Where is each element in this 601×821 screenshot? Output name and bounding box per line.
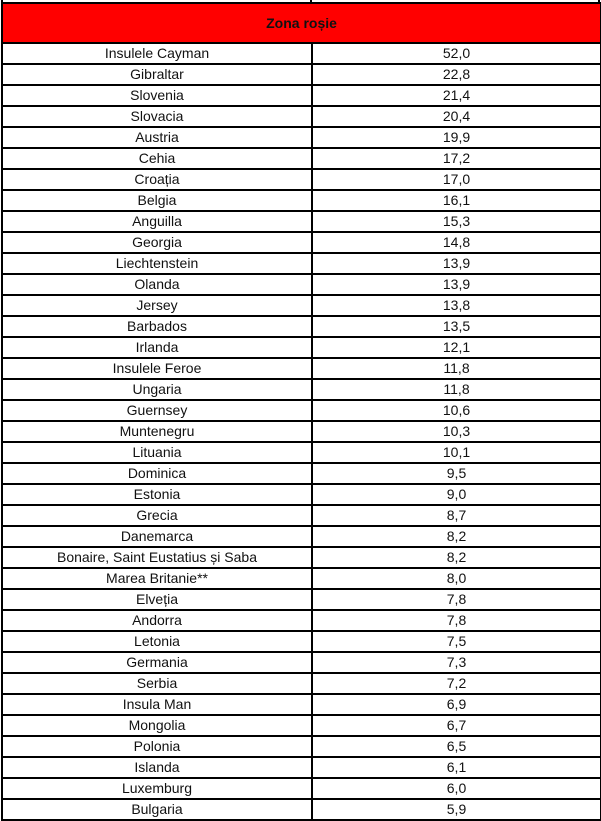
table-row <box>2 673 601 694</box>
country-cell: Elveția <box>2 589 312 610</box>
table-row <box>2 43 601 64</box>
country-cell: Estonia <box>2 484 312 505</box>
table-row <box>2 190 601 211</box>
table-row <box>2 589 601 610</box>
incidence-value-cell: 20,4 <box>312 106 601 127</box>
incidence-value-cell: 7,8 <box>312 610 601 631</box>
country-cell: Gibraltar <box>2 64 312 85</box>
incidence-value-cell: 10,1 <box>312 442 601 463</box>
table-row <box>2 400 601 421</box>
table-row <box>2 694 601 715</box>
table-row <box>2 169 601 190</box>
country-cell: Danemarca <box>2 526 312 547</box>
incidence-value-cell: 13,5 <box>312 316 601 337</box>
zone-header-row <box>2 3 601 43</box>
country-cell: Ungaria <box>2 379 312 400</box>
table-row <box>2 211 601 232</box>
country-cell: Guernsey <box>2 400 312 421</box>
incidence-value-cell: 10,3 <box>312 421 601 442</box>
incidence-value-cell: 8,7 <box>312 505 601 526</box>
table-row <box>2 505 601 526</box>
table-row <box>2 547 601 568</box>
incidence-value-cell: 9,5 <box>312 463 601 484</box>
table-row <box>2 85 601 106</box>
incidence-value-cell: 7,3 <box>312 652 601 673</box>
table-row <box>2 127 601 148</box>
incidence-value-cell: 22,8 <box>312 64 601 85</box>
incidence-value-cell: 6,9 <box>312 694 601 715</box>
incidence-value-cell: 7,2 <box>312 673 601 694</box>
zone-header: Zona roșie <box>2 3 601 43</box>
table-row <box>2 358 601 379</box>
incidence-value-cell: 9,0 <box>312 484 601 505</box>
incidence-value-cell: 17,0 <box>312 169 601 190</box>
table-row <box>2 274 601 295</box>
table-row <box>2 715 601 736</box>
red-zone-table <box>1 2 601 821</box>
country-cell: Serbia <box>2 673 312 694</box>
incidence-value-cell: 13,8 <box>312 295 601 316</box>
table-row <box>2 610 601 631</box>
country-cell: Bonaire, Saint Eustatius și Saba <box>2 547 312 568</box>
table-row <box>2 799 601 820</box>
country-cell: Cehia <box>2 148 312 169</box>
incidence-value-cell: 14,8 <box>312 232 601 253</box>
table-row <box>2 106 601 127</box>
table-row <box>2 757 601 778</box>
incidence-value-cell: 6,7 <box>312 715 601 736</box>
country-cell: Georgia <box>2 232 312 253</box>
incidence-value-cell: 12,1 <box>312 337 601 358</box>
table-row <box>2 568 601 589</box>
table-row <box>2 295 601 316</box>
incidence-value-cell: 7,8 <box>312 589 601 610</box>
table-row <box>2 652 601 673</box>
table-row <box>2 337 601 358</box>
incidence-value-cell: 8,2 <box>312 547 601 568</box>
table-row <box>2 736 601 757</box>
country-cell: Irlanda <box>2 337 312 358</box>
zone-table-body <box>2 43 601 820</box>
table-row <box>2 442 601 463</box>
incidence-value-cell: 6,5 <box>312 736 601 757</box>
country-cell: Letonia <box>2 631 312 652</box>
country-cell: Luxemburg <box>2 778 312 799</box>
table-row <box>2 421 601 442</box>
incidence-value-cell: 5,9 <box>312 799 601 820</box>
country-cell: Slovenia <box>2 85 312 106</box>
country-cell: Anguilla <box>2 211 312 232</box>
incidence-value-cell: 19,9 <box>312 127 601 148</box>
country-cell: Lituania <box>2 442 312 463</box>
incidence-value-cell: 6,1 <box>312 757 601 778</box>
country-cell: Slovacia <box>2 106 312 127</box>
incidence-value-cell: 16,1 <box>312 190 601 211</box>
incidence-value-cell: 13,9 <box>312 253 601 274</box>
country-cell: Croația <box>2 169 312 190</box>
country-cell: Belgia <box>2 190 312 211</box>
incidence-value-cell: 21,4 <box>312 85 601 106</box>
table-row <box>2 64 601 85</box>
incidence-value-cell: 52,0 <box>312 43 601 64</box>
country-cell: Barbados <box>2 316 312 337</box>
country-cell: Bulgaria <box>2 799 312 820</box>
table-row <box>2 379 601 400</box>
country-cell: Olanda <box>2 274 312 295</box>
table-row <box>2 253 601 274</box>
incidence-value-cell: 6,0 <box>312 778 601 799</box>
country-cell: Muntenegru <box>2 421 312 442</box>
country-cell: Grecia <box>2 505 312 526</box>
country-cell: Andorra <box>2 610 312 631</box>
country-cell: Insulele Feroe <box>2 358 312 379</box>
country-cell: Dominica <box>2 463 312 484</box>
table-row <box>2 631 601 652</box>
country-cell: Marea Britanie** <box>2 568 312 589</box>
table-row <box>2 526 601 547</box>
country-cell: Islanda <box>2 757 312 778</box>
table-row <box>2 463 601 484</box>
incidence-value-cell: 15,3 <box>312 211 601 232</box>
incidence-value-cell: 7,5 <box>312 631 601 652</box>
country-cell: Insulele Cayman <box>2 43 312 64</box>
country-cell: Insula Man <box>2 694 312 715</box>
country-cell: Liechtenstein <box>2 253 312 274</box>
incidence-value-cell: 17,2 <box>312 148 601 169</box>
table-row <box>2 148 601 169</box>
country-cell: Austria <box>2 127 312 148</box>
incidence-value-cell: 8,0 <box>312 568 601 589</box>
incidence-value-cell: 10,6 <box>312 400 601 421</box>
table-row <box>2 484 601 505</box>
country-cell: Jersey <box>2 295 312 316</box>
table-row <box>2 778 601 799</box>
incidence-value-cell: 8,2 <box>312 526 601 547</box>
table-row <box>2 232 601 253</box>
incidence-value-cell: 11,8 <box>312 379 601 400</box>
table-row <box>2 316 601 337</box>
incidence-value-cell: 11,8 <box>312 358 601 379</box>
incidence-value-cell: 13,9 <box>312 274 601 295</box>
country-cell: Mongolia <box>2 715 312 736</box>
country-cell: Polonia <box>2 736 312 757</box>
country-cell: Germania <box>2 652 312 673</box>
